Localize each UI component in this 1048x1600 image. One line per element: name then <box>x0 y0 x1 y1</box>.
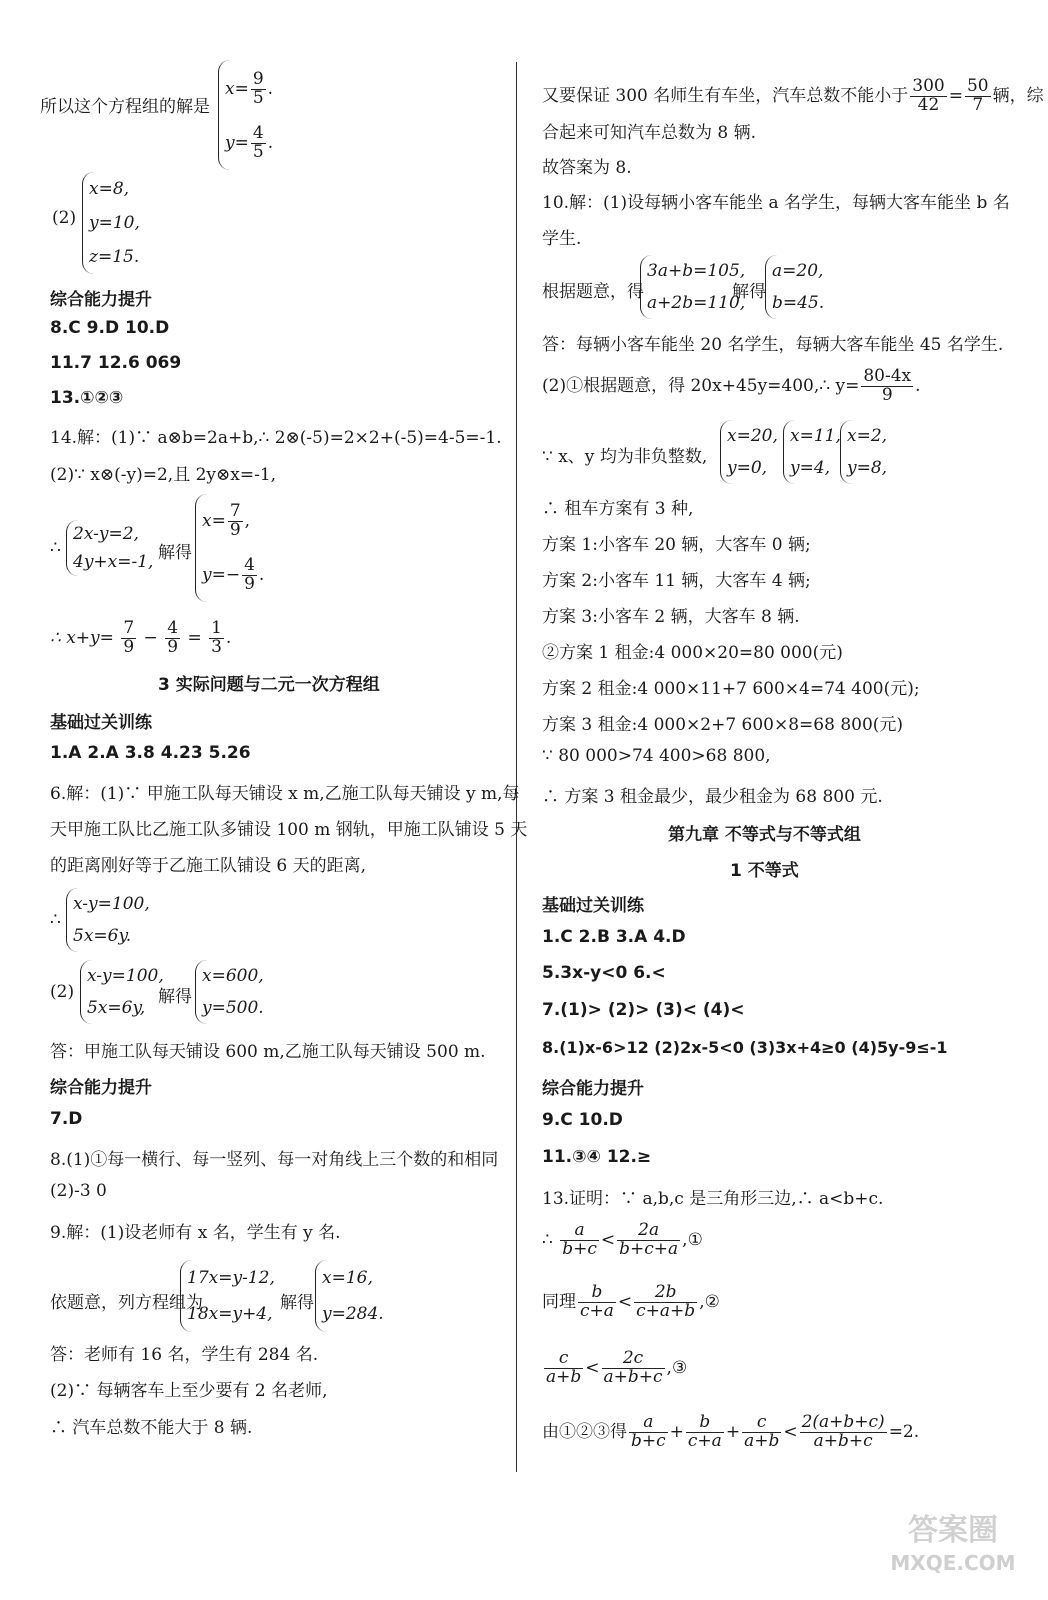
q9-system: 17x=y-12, 18x=y+4, <box>180 1260 275 1332</box>
section-3-title: 3 实际问题与二元一次方程组 <box>158 675 380 695</box>
sys-x: x= <box>225 79 249 99</box>
q13-line1: 13.证明：∵ a,b,c 是三角形三边,∴ a<b+c. <box>542 1189 884 1209</box>
watermark-logo <box>878 1504 1028 1580</box>
q6-line3: 的距离刚好等于乙施工队铺设 6 天的距离, <box>50 856 367 876</box>
q6-part2-label: (2) <box>50 982 75 1002</box>
frac-num: 4 <box>252 123 264 144</box>
q10-part2: (2)①根据题意，得 20x+45y=400,∴ y= $\frac{80-4x}{9}$ . <box>542 366 921 405</box>
cost-1: ②方案 1 租金:4 000×20=80 000(元) <box>542 643 843 663</box>
q9-line1: 9.解：(1)设老师有 x 名，学生有 y 名. <box>50 1223 341 1243</box>
cost-3: 方案 3 租金:4 000×2+7 600×8=68 800(元) <box>542 715 904 735</box>
part2-system: x=8, y=10, z=15. <box>82 172 140 274</box>
ineq-2: 同理 $\frac{b}{c+a}$ < $\frac{2b}{c+a+b}$ ,② <box>542 1282 720 1321</box>
q9-lead: 依题意，列方程组为 <box>50 1293 203 1313</box>
frac-num: 9 <box>252 69 264 90</box>
watermark-cn: 答案圈 <box>908 1513 998 1548</box>
jiede: 解得 <box>158 987 192 1007</box>
q10-system: 3a+b=105, a+2b=110, <box>640 255 745 319</box>
basic-training-heading: 基础过关训练 <box>542 896 644 916</box>
sol-sys-1: x=20, y=0, <box>720 420 778 484</box>
therefore-sign: ∴ <box>50 910 61 930</box>
q10-solution: a=20, b=45. <box>765 255 824 319</box>
jiede: 解得 <box>732 282 766 302</box>
answers-5-6: 5.3x-y<0 6.< <box>542 963 666 983</box>
q6-system: x-y=100, 5x=6y. <box>66 888 150 952</box>
q6-answer: 答：甲施工队每天铺设 600 m,乙施工队每天铺设 500 m. <box>50 1042 486 1062</box>
frac-den: 5 <box>252 142 264 162</box>
q14-sum: ∴ x+y= $\frac{7}{9}$ − $\frac{4}{9}$ = $\frac{1}{3}$ . <box>50 618 232 657</box>
answers-11-12: 11.③④ 12.≥ <box>542 1147 652 1167</box>
ineq-1: ∴ $\frac{a}{b+c}$ < $\frac{2a}{b+c+a}$ ,① <box>542 1220 703 1259</box>
q8-line2: (2)-3 0 <box>50 1181 107 1201</box>
basic-training-heading: 基础过关训练 <box>50 713 152 733</box>
frac-den: 5 <box>252 88 264 108</box>
sys-y: y= <box>225 133 249 153</box>
jiede: 解得 <box>280 1293 314 1313</box>
q10-line1: 10.解：(1)设每辆小客车能坐 a 名学生，每辆大客车能坐 b 名 <box>542 193 1010 213</box>
q9-part2: (2)∵ 每辆客车上至少要有 2 名老师, <box>50 1381 328 1401</box>
solution-system: x= $\frac{9}{5}$ . y= $\frac{4}{5}$ . <box>218 60 273 170</box>
solution-text: 所以这个方程组的解是 <box>40 97 210 117</box>
sol-sys-2: x=11, y=4, <box>783 420 841 484</box>
watermark-domain: MXQE.COM <box>890 1551 1016 1575</box>
q8-line1: 8.(1)①每一横行、每一竖列、每一对角线上三个数的和相同 <box>50 1150 499 1170</box>
chapter-9-title: 第九章 不等式与不等式组 <box>668 825 861 845</box>
q9-solution: x=16, y=284. <box>315 1260 384 1332</box>
q14-system: 2x-y=2, 4y+x=-1, <box>66 520 153 576</box>
conclusion: ∴ 方案 3 租金最少，最少租金为 68 800 元. <box>542 787 883 807</box>
answer-7: 7.(1)> (2)> (3)< (4)< <box>542 1000 745 1020</box>
r-line2: 合起来可知汽车总数为 8 辆. <box>542 123 757 143</box>
q6-system2: x-y=100, 5x=6y, <box>80 960 164 1024</box>
q10-plans-count: ∴ 租车方案有 3 种, <box>542 499 694 519</box>
column-divider <box>516 62 517 1472</box>
answers-8-10: 8.C 9.D 10.D <box>50 318 170 338</box>
ineq-3: $\frac{c}{a+b}$ < $\frac{2c}{a+b+c}$ ,③ <box>546 1348 688 1387</box>
q10-answer: 答：每辆小客车能坐 20 名学生，每辆大客车能坐 45 名学生. <box>542 335 1004 355</box>
sol-sys-3: x=2, y=8, <box>840 420 887 484</box>
q10-lead: 根据题意，得 <box>542 282 644 302</box>
plan-1: 方案 1:小客车 20 辆，大客车 0 辆; <box>542 535 811 555</box>
answers-13: 13.①②③ <box>50 388 124 408</box>
jiede: 解得 <box>158 543 192 563</box>
answer-7: 7.D <box>50 1109 83 1129</box>
q10-nonneg: ∵ x、y 均为非负整数, <box>542 447 708 467</box>
section-heading: 综合能力提升 <box>50 1078 152 1098</box>
answer-8: 8.(1)x-6>12 (2)2x-5<0 (3)3x+4≥0 (4)5y-9≤-1 <box>542 1038 948 1057</box>
q6-line2: 天甲施工队比乙施工队多铺设 100 m 钢轨，甲施工队铺设 5 天 <box>50 820 528 840</box>
part2-label: (2) <box>52 208 77 228</box>
answers-1-5: 1.A 2.A 3.8 4.23 5.26 <box>50 743 251 763</box>
q14-line2: (2)∵ x⊗(-y)=2,且 2y⊗x=-1, <box>50 465 277 485</box>
plan-2: 方案 2:小客车 11 辆，大客车 4 辆; <box>542 571 811 591</box>
q9-part3: ∴ 汽车总数不能大于 8 辆. <box>50 1418 253 1438</box>
section-heading: 综合能力提升 <box>542 1079 644 1099</box>
q10-line2: 学生. <box>542 229 582 249</box>
solution-intro <box>40 92 210 117</box>
q6-line1: 6.解：(1)∵ 甲施工队每天铺设 x m,乙施工队每天铺设 y m,每 <box>50 784 520 804</box>
q6-solution: x=600, y=500. <box>195 960 264 1024</box>
section-1-title: 1 不等式 <box>730 861 799 881</box>
cost-compare: ∵ 80 000>74 400>68 800, <box>542 746 771 766</box>
cost-2: 方案 2 租金:4 000×11+7 600×4=74 400(元); <box>542 679 920 699</box>
q14-line1: 14.解：(1)∵ a⊗b=2a+b,∴ 2⊗(-5)=2×2+(-5)=4-5=-1. <box>50 428 502 448</box>
q14-solution: x= $\frac{7}{9}$ , y=− $\frac{4}{9}$ . <box>195 494 264 602</box>
answers-9-10: 9.C 10.D <box>542 1110 623 1130</box>
final-inequality: 由①②③得 $\frac{a}{b+c}$ + $\frac{b}{c+a}$ + $\frac{c}{a+b}$ < $\frac{2(a+b+c)}{a+b+c}$ =2. <box>542 1412 920 1451</box>
r-line3: 故答案为 8. <box>542 158 632 178</box>
answers-1-4: 1.C 2.B 3.A 4.D <box>542 927 686 947</box>
therefore-sign: ∴ <box>50 538 61 558</box>
q9-answer: 答：老师有 16 名，学生有 284 名. <box>50 1345 319 1365</box>
r-line1: 又要保证 300 名师生有车坐，汽车总数不能小于 $\frac{300}{42}$ = $\frac{50}{7}$ 辆，综 <box>542 76 1044 115</box>
section-heading: 综合能力提升 <box>50 290 152 310</box>
plan-3: 方案 3:小客车 2 辆，大客车 8 辆. <box>542 607 800 627</box>
answers-11-12: 11.7 12.6 069 <box>50 353 182 373</box>
